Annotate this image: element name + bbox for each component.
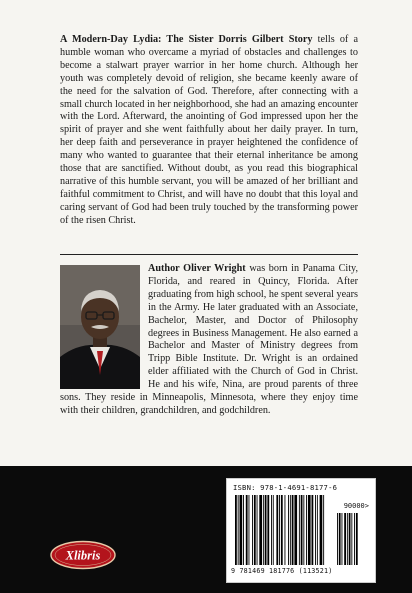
- blurb-title: A Modern-Day Lydia: The Sister Dorris Gilbert Story: [60, 34, 313, 45]
- barcode-bar: [263, 495, 264, 565]
- barcode-bar: [301, 495, 303, 565]
- barcode-bar: [290, 495, 291, 565]
- barcode-addon-bar: [349, 513, 351, 565]
- barcode-bar: [273, 495, 274, 565]
- barcode-digits: 9 781469 181776 (113521): [231, 567, 333, 575]
- barcode-addon-bar: [339, 513, 341, 565]
- barcode-bar: [285, 495, 286, 565]
- barcode-bar: [306, 495, 307, 565]
- barcode-bar: [315, 495, 316, 565]
- barcode-bar: [317, 495, 318, 565]
- barcode-addon-bar: [356, 513, 358, 565]
- barcode-addon-bar: [337, 513, 338, 565]
- barcode-bar: [235, 495, 237, 565]
- barcode-bar: [323, 495, 324, 565]
- barcode-bar: [271, 495, 272, 565]
- author-bio: [60, 263, 358, 418]
- barcode-bar: [240, 495, 243, 565]
- barcode-bar: [252, 495, 253, 565]
- barcode-addon-bar: [344, 513, 346, 565]
- barcode-bar: [308, 495, 311, 565]
- author-portrait-image: [60, 265, 140, 389]
- price-code: 90000>: [343, 502, 369, 510]
- barcode-bar: [281, 495, 283, 565]
- isbn-label: ISBN: 978-1-4691-8177-6: [233, 483, 338, 492]
- blurb-body: tells of a humble woman who overcame a myriad of obstacles and challenges to become a stalwart prayer warrior in her home church. Although her youth was completely devoid of religion, she became keenly aware of the need for the salvation of God. Therefore, after connecting with a small church located in her neighborhood, she had an amazing encounter with the Lord. Afterward, the anointing of God impressed upon her the spirit of prayer and she went faithfully about her daily prayer. In turn, her deep faith and perseverance in prayer heightened the confidence of many who wanted to guarantee that their eternal inheritance be among those that are sanctified. Without doubt, as you read this biographical narrative of this humble servant, you will be amazed of her brilliant and faithful commitment to Christ, and will have no doubt that this loyal and caring servant of God had been truly touched by the transforming power of the risen Christ.: [60, 34, 358, 226]
- divider: [60, 254, 358, 255]
- barcode-bar: [279, 495, 280, 565]
- barcode-bar: [288, 495, 289, 565]
- barcode-bar: [238, 495, 239, 565]
- barcode-addon-bar: [347, 513, 348, 565]
- barcode-bar: [320, 495, 323, 565]
- author-name: Author Oliver Wright: [148, 263, 246, 274]
- logo-text: Xlibris: [65, 548, 101, 563]
- barcode-addon-bar: [354, 513, 355, 565]
- barcode-addon-bar: [351, 513, 352, 565]
- barcode-bar: [292, 495, 294, 565]
- barcode-bar: [257, 495, 258, 565]
- barcode-bar: [299, 495, 300, 565]
- barcode-bar: [267, 495, 269, 565]
- xlibris-logo: [50, 540, 116, 570]
- barcode-bar: [259, 495, 262, 565]
- author-body: was born in Panama City, Florida, and reared in Quincy, Florida. After graduating from high school, he spent several years in the Army. He later graduated with an Associate, Bachelor, Master, and Doctor of Philosophy degrees in Business Management. He also earned a Bachelor and Master of Ministry degrees from Tripp Bible Institute. Dr. Wright is an ordained elder affiliated with the Church of God in Christ. He and his wife, Nina, are proud parents of three sons. They reside in Minneapolis, Minnesota, where they enjoy time with their children, grandchildren, and godchildren.: [60, 263, 359, 416]
- barcode-bar: [294, 495, 297, 565]
- barcode-bar: [265, 495, 267, 565]
- barcode-bar: [303, 495, 304, 565]
- barcode-bar: [243, 495, 244, 565]
- book-blurb: [60, 34, 358, 228]
- barcode-bar: [312, 495, 314, 565]
- isbn-barcode: [226, 478, 376, 583]
- barcode-bar: [276, 495, 278, 565]
- barcode-bar: [249, 495, 250, 565]
- author-photo: [60, 265, 140, 389]
- barcode-addon-bar: [342, 513, 343, 565]
- barcode-bar: [246, 495, 248, 565]
- barcode-bar: [254, 495, 256, 565]
